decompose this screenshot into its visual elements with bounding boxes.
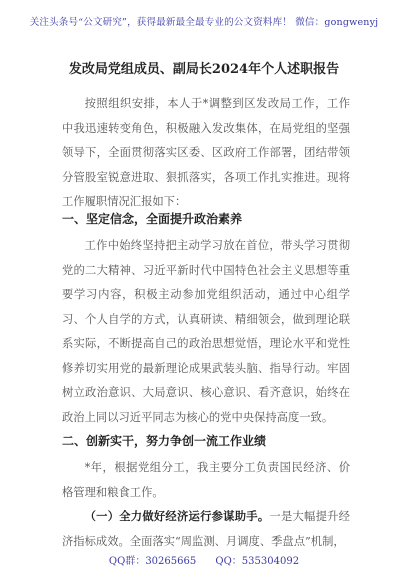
- section2-paragraph: *年，根据党组分工，我主要分工负责国民经济、价格管理和粮食工作。: [62, 461, 350, 499]
- intro-paragraph: 按照组织安排，本人于*调整到区发改局工作，工作中我迅速转变角色，积极融入发改集体，在局党组的坚强领导下，全面贯彻落实区委、区政府工作部署，团结带领分管股室锐意进取、狠抓落实，各项工作扎实推进。现将工作履职情况汇报如下：: [62, 97, 350, 208]
- section2-heading: 二、创新实干，努力争创一流工作业绩: [62, 434, 267, 448]
- subsection1-text: 一是大幅提升经济指标成效。全面落实“周监测、月调度、季盘点”机制，: [62, 510, 350, 548]
- subsection1-paragraph: [62, 504, 350, 554]
- document-title: 发改局党组成员、副局长2024年个人述职报告: [68, 62, 340, 77]
- footer-qq-group: QQ群：30265665: [108, 556, 197, 567]
- footer-qq: QQ：535304092: [215, 556, 300, 567]
- top-banner: 关注头条号“公文研究”，获得最新最全最专业的公文资料库！ 微信：gongwenyj: [29, 17, 379, 28]
- subsection1-lead: （一）全力做好经济运行参谋助手。: [84, 509, 270, 523]
- section1-heading: 一、坚定信念，全面提升政治素养: [62, 212, 243, 226]
- footer: [0, 552, 408, 567]
- section1-paragraph: 工作中始终坚持把主动学习放在首位，带头学习贯彻党的二大精神、习近平新时代中国特色社会主义思想等重要学习内容，积极主动参加党组织活动，通过中心组学习、个人自学的方式，认真研读、精细领会，做到理论联系实际，不断提高自己的政治思想觉悟，理论水平和党性修养切实用党的最新理论成果武装头脑、指导行动。牢固树立政治意识、大局意识、核心意识、看齐意识，始终在政治上同以习近平同志为核心的党中央保持高度一致。: [62, 239, 350, 424]
